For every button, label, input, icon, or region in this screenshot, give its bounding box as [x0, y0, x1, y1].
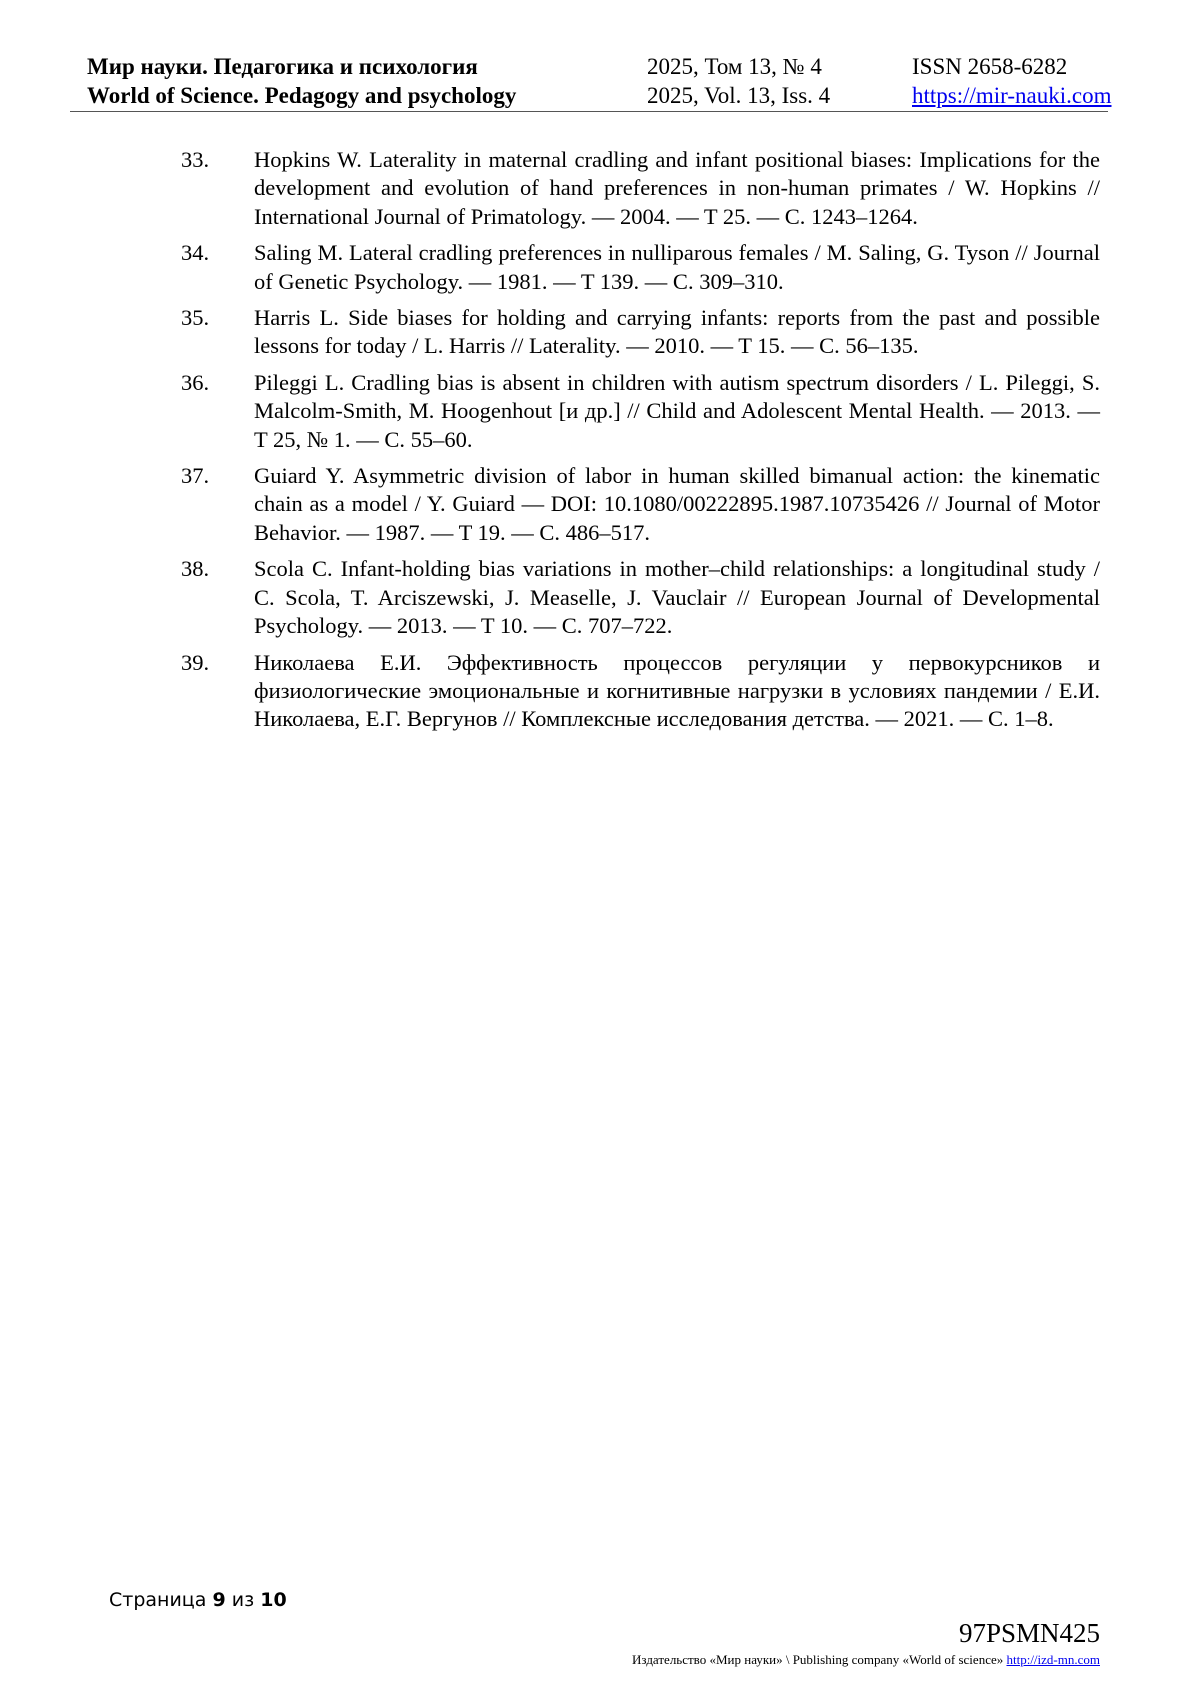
reference-item [0, 462, 1200, 547]
publisher-line [632, 1652, 1100, 1668]
reference-number: 39. [181, 649, 210, 675]
article-code: 97PSMN425 [958, 1618, 1100, 1648]
reference-text: Hopkins W. Laterality in maternal cradling and infant positional biases: Implications for the development and evolution of hand preferences in non-human primates / W. Hopkins // International Journal of Primatology. — 2004. — T 25. — С. 1243–1264. [254, 147, 1100, 229]
journal-title-ru: Мир науки. Педагогика и психология [87, 54, 478, 79]
issn: ISSN 2658-6282 [912, 54, 1068, 79]
reference-item [0, 649, 1200, 734]
running-header [0, 0, 1200, 120]
header-divider [70, 111, 1108, 112]
journal-url-link[interactable]: https://mir-nauki.com [912, 83, 1112, 108]
volume-issue-en: 2025, Vol. 13, Iss. 4 [647, 83, 831, 108]
reference-item [0, 555, 1200, 640]
reference-number: 37. [181, 463, 210, 489]
reference-item [0, 369, 1200, 454]
reference-number: 34. [181, 240, 210, 266]
reference-item [0, 304, 1200, 361]
page-current: 9 [212, 1589, 226, 1611]
reference-list [0, 146, 1200, 742]
reference-item [0, 239, 1200, 296]
reference-text: Николаева Е.И. Эффективность процессов регуляции у первокурсников и физиологические эмоциональные и когнитивные нагрузки в условиях пандемии / Е.И. Николаева, Е.Г. Вергунов // Комплексные исследования детства. — 2021. — С. 1–8. [254, 649, 1100, 732]
publisher-url-link[interactable]: http://izd-mn.com [1006, 1652, 1100, 1667]
reference-number: 36. [181, 369, 210, 395]
reference-text: Harris L. Side biases for holding and carrying infants: reports from the past and possible lessons for today / L. Harris // Laterality. — 2010. — T 15. — С. 56–135. [254, 305, 1100, 359]
page-prefix: Страница [109, 1589, 207, 1611]
reference-text: Guiard Y. Asymmetric division of labor in human skilled bimanual action: the kinematic chain as a model / Y. Guiard — DOI: 10.1080/00222895.1987.10735426 // Journal of Motor Behavior. — 1987. — T 19. — С. 486–517. [254, 463, 1100, 545]
reference-number: 35. [181, 305, 210, 331]
reference-text: Scola C. Infant-holding bias variations in mother–child relationships: a longitudinal study / C. Scola, T. Arciszewski, J. Measelle, J. Vauclair // European Journal of Developmental Psychology. — 2013. — T 10. — С. 707–722. [254, 556, 1100, 639]
reference-number: 38. [181, 556, 210, 582]
page-counter [109, 1589, 287, 1611]
publisher-text: Издательство «Мир науки» \ Publishing company «World of science» [632, 1652, 1004, 1667]
journal-title-en: World of Science. Pedagogy and psychology [87, 83, 517, 108]
page-total: 10 [260, 1589, 287, 1611]
reference-item [0, 146, 1200, 231]
volume-issue-ru: 2025, Том 13, № 4 [647, 54, 822, 79]
reference-text: Saling M. Lateral cradling preferences in nulliparous females / M. Saling, G. Tyson // Journal of Genetic Psychology. — 1981. — T 139. — С. 309–310. [254, 240, 1100, 294]
reference-number: 33. [181, 147, 210, 172]
page-of: из [231, 1589, 255, 1611]
reference-text: Pileggi L. Cradling bias is absent in children with autism spectrum disorders / L. Pileggi, S. Malcolm-Smith, M. Hoogenhout [и др.] // Child and Adolescent Mental Health. — 2013. — T 25, № 1. — С. 55–60. [254, 369, 1100, 452]
